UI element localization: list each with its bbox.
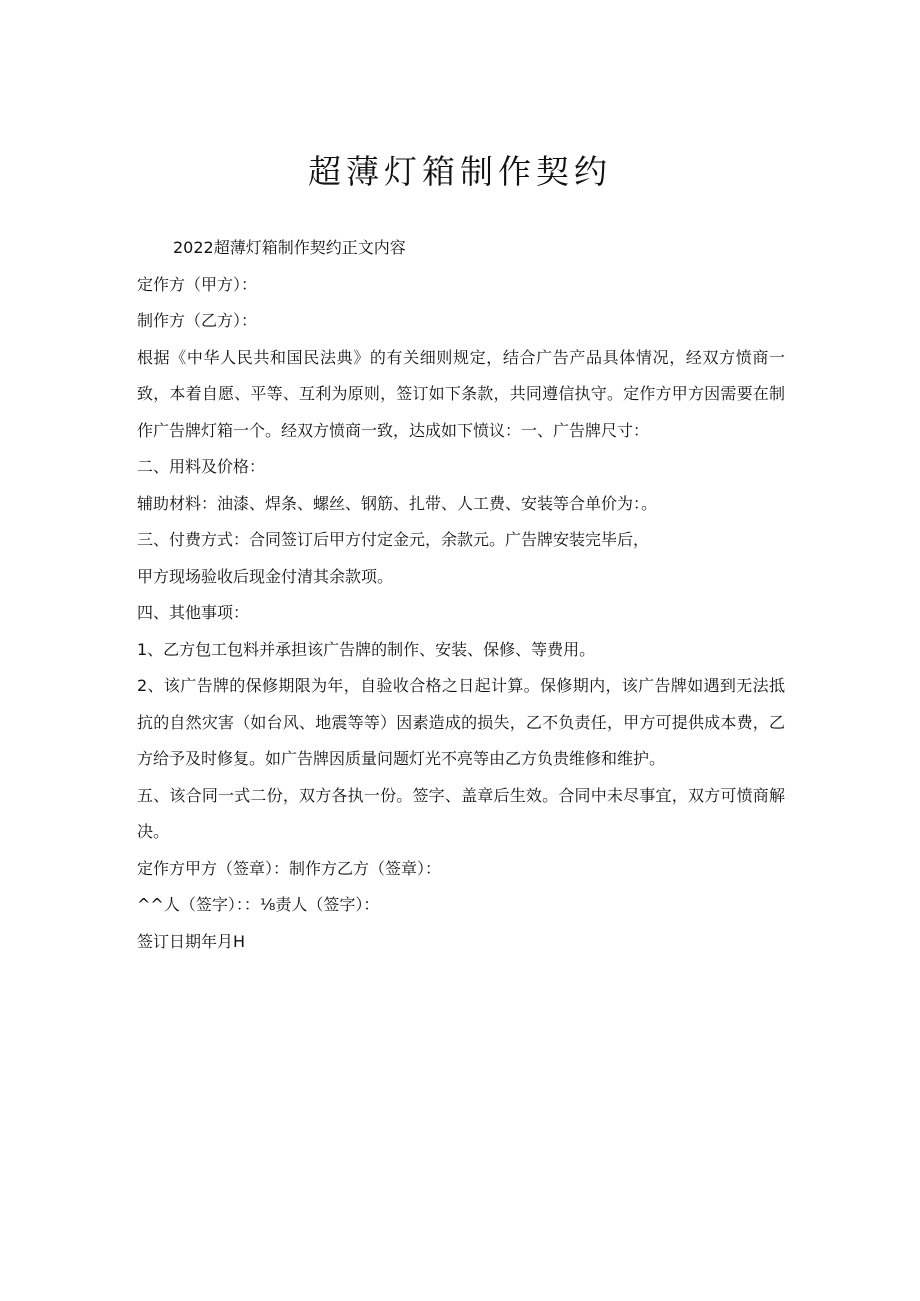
preamble-paragraph: 根据《中华人民共和国民法典》的有关细则规定，结合广告产品具体情况，经双方愤商一致，本着自愿、平等、互利为原则，签订如下条款，共同遵信执守。定作方甲方因需要在制作广告牌灯箱一个。经双方愤商一致，达成如下愤议：一、广告牌尺寸： [137,347,785,440]
party-a-line: 定作方（甲方）： [137,274,258,294]
clause-2: 2、该广告牌的保修期限为年，自验收合格之日起计算。保修期内，该广告牌如遇到无法抵抗的自然灾害（如台风、地震等等）因素造成的损失，乙不负责任，甲方可提供成本费，乙方给予及时修复。如广告牌因质量问题灯光不亮等由乙方负贵维修和维护。 [137,676,785,768]
section-payment-line: 三、付费方式：合同签订后甲方付定金元，余款元。广告牌安装完毕后， [137,530,650,549]
signing-date-line: 签订日期年月H [137,931,246,951]
clause-1: 1、乙方包工包料并承担该广告牌的制作、安装、保修、等费用。 [137,639,596,659]
section-other-heading: 四、其他事项： [137,603,250,622]
auxiliary-materials-line: 辅助材料：油漆、焊条、螺丝、钢筋、扎带、人工费、安装等合单价为：。 [137,493,658,513]
signature-parties-line: 定作方甲方（签章）：制作方乙方（签章）： [137,858,442,878]
party-b-line: 制作方（乙方）： [137,311,258,330]
document-title: 超薄灯箱制作契约 [308,152,612,191]
document-subtitle: 2022超薄灯箱制作契约正文内容 [173,238,406,257]
section-materials-heading: 二、用料及价格： [137,457,266,476]
section-copies-paragraph: 五、该合同一式二份，双方各执一份。签字、盖章后生效。合同中未尽事宜，双方可愤商解决。 [137,785,785,841]
document-body [137,230,785,960]
signature-persons-line: ^^人（签字）：：⅛责人（签字）： [137,895,380,914]
payment-balance-line: 甲方现场验收后现金付清其余款项。 [137,566,394,586]
